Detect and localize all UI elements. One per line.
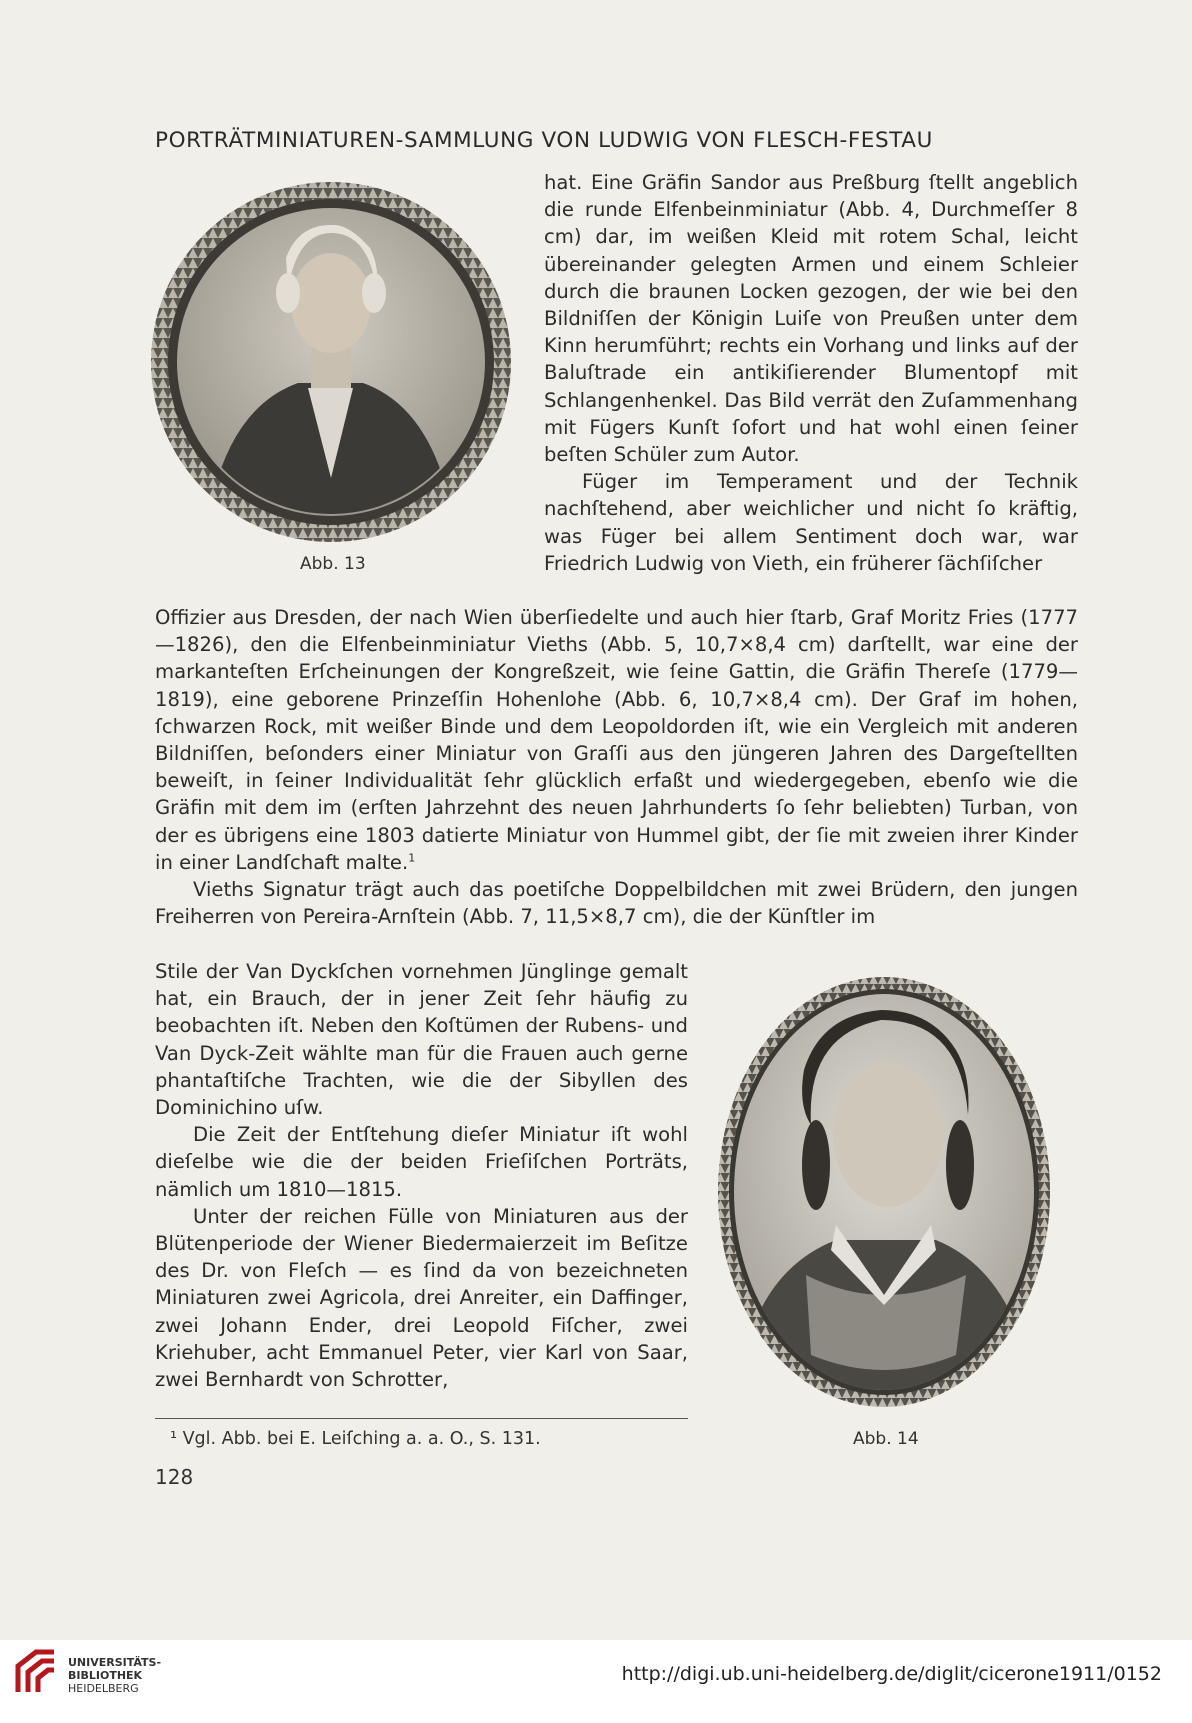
text-column-bottom <box>155 958 688 1393</box>
footnote: ¹ Vgl. Abb. bei E. Leiſching a. a. O., S. 131. <box>170 1429 541 1449</box>
running-header: PORTRÄTMINIATUREN-SAMMLUNG VON LUDWIG VON FLESCH-FESTAU <box>155 128 933 153</box>
source-url-link[interactable]: http://digi.ub.uni-heidelberg.de/diglit/cicerone1911/0152 <box>621 1663 1162 1685</box>
library-name-line: BIBLIOTHEK <box>68 1669 143 1682</box>
library-logo-icon <box>14 1648 62 1696</box>
portrait-abb-14 <box>716 975 1052 1409</box>
paragraph: Vieths Signatur trägt auch das poetiſche Doppelbildchen mit zwei Brüdern, den jungen Freiherren von Pereira-Arnſtein (Abb. 7, 11,5×8,7 cm), die der Künſtler im <box>155 878 1078 929</box>
footnote-mark: 1 <box>408 851 416 865</box>
paragraph <box>155 604 1078 876</box>
library-name <box>68 1656 161 1695</box>
library-name-line: HEIDELBERG <box>68 1682 139 1695</box>
page-number: 128 <box>155 1465 194 1489</box>
paragraph: Die Zeit der Entſtehung dieſer Miniatur iſt wohl dieſelbe wie die der beiden Frieſiſchen Porträts, nämlich um 1810—1815. <box>155 1123 688 1201</box>
text-full-width <box>155 604 1078 930</box>
paragraph: Unter der reichen Fülle von Miniaturen aus der Blütenperiode der Wiener Biedermaierzeit im Beſitze des Dr. von Fleſch — es ſind da von bezeichneten Miniaturen zwei Agricola, drei Anreiter, ein Daffinger, zwei Johann Ender, drei Leopold Fiſcher, zwei Kriehuber, acht Emmanuel Peter, vier Karl von Saar, zwei Bernhardt von Schrotter, <box>155 1204 688 1392</box>
library-name-line: UNIVERSITÄTS- <box>68 1656 162 1669</box>
paragraph: Füger im Temperament und der Technik nachſtehend, aber weichlicher und nicht ſo kräftig, was Füger bei allem Sentiment doch war, war Friedrich Ludwig von Vieth, ein früherer ſächſiſcher <box>544 470 1078 575</box>
portrait-abb-13 <box>148 178 514 546</box>
footnote-divider <box>155 1418 688 1419</box>
paragraph: Stile der Van Dyckſchen vornehmen Jünglinge gemalt hat, ein Brauch, der in jener Zeit ſehr häufig zu beobachten iſt. Neben den Koſtümen der Rubens- und Van Dyck-Zeit wählte man für die Frauen auch gerne phantaſtiſche Trachten, wie die der Sibyllen des Dominichino uſw. <box>155 960 688 1120</box>
paragraph: hat. Eine Gräfin Sandor aus Preßburg ſtellt angeblich die runde Elfenbeinminiatur (Abb. 4, Durchmeſſer 8 cm) dar, im weißen Kleid mit rotem Schal, leicht übereinander gelegten Armen und einem Schleier durch die braunen Locken gezogen, der wie bei den Bildniſſen der Königin Luiſe von Preußen unter dem Kinn herumführt; rechts ein Vorhang und links auf der Baluſtrade ein antikiſierender Blumentopf mit Schlangenhenkel. Das Bild verrät den Zuſammenhang mit Fügers Kunſt ſofort und hat wohl einen ſeiner beſten Schüler zum Autor. <box>544 171 1078 467</box>
caption-abb-13: Abb. 13 <box>300 554 366 574</box>
caption-abb-14: Abb. 14 <box>853 1429 919 1449</box>
paragraph-text: Offizier aus Dresden, der nach Wien überſiedelte und auch hier ſtarb, Graf Moritz Fries (1777—1826), den die Elfenbeinminiatur Vieths (Abb. 5, 10,7×8,4 cm) darſtellt, war eine der markanteſten Erſcheinungen der Kongreßzeit, wie ſeine Gattin, die Gräfin Thereſe (1779—1819), eine geborene Prinzeſſin Hohenlohe (Abb. 6, 10,7×8,4 cm). Der Graf im hohen, ſchwarzen Rock, mit weißer Binde und dem Leopoldorden iſt, wie ein Vergleich mit anderen Bildniſſen, beſonders einer Miniatur von Graſſi aus den jüngeren Jahren des Dargeſtellten beweiſt, in ſeiner Individualität ſehr glücklich erfaßt und wiedergegeben, ebenſo wie die Gräfin mit dem im (erſten Jahrzehnt des neuen Jahrhunderts ſo ſehr beliebten) Turban, von der es übrigens eine 1803 datierte Miniatur von Hummel gibt, der ſie mit zweien ihrer Kinder in einer Landſchaft malte. <box>155 606 1078 874</box>
text-column-top <box>544 169 1078 577</box>
